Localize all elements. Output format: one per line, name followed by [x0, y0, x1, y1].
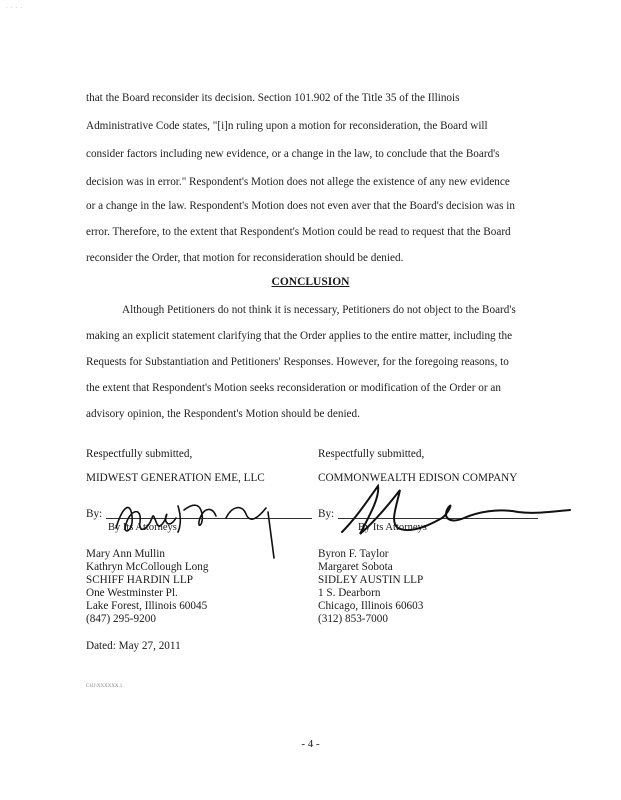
body-line: reconsider the Order, that motion for reconsideration should be denied. [86, 252, 404, 264]
body-line: consider factors including new evidence, or a change in the law, to conclude that the Board's [86, 148, 500, 160]
left-company: MIDWEST GENERATION EME, LLC [86, 472, 265, 484]
conclusion-line: the extent that Respondent's Motion seeks reconsideration or modification of the Order or an [86, 382, 501, 394]
conclusion-line: advisory opinion, the Respondent's Motion should be denied. [86, 408, 360, 420]
right-name-line: Chicago, Illinois 60603 [318, 600, 424, 612]
dated-line: Dated: May 27, 2011 [86, 640, 181, 652]
document-code: CH1\XXXXXX.1 [86, 684, 123, 689]
left-name-line: (847) 295-9200 [86, 613, 156, 625]
left-name-line: SCHIFF HARDIN LLP [86, 574, 193, 586]
left-name-line: Mary Ann Mullin [86, 548, 165, 560]
page-number: - 4 - [301, 738, 320, 750]
left-name-line: Kathryn McCollough Long [86, 561, 209, 573]
right-signature-icon [338, 478, 578, 540]
body-line: that the Board reconsider its decision. Section 101.902 of the Title 35 of the Illinois [86, 92, 460, 104]
left-by-label: By: [86, 508, 103, 520]
right-name-line: SIDLEY AUSTIN LLP [318, 574, 424, 586]
left-submitted: Respectfully submitted, [86, 448, 193, 460]
body-line: Administrative Code states, "[i]n ruling upon a motion for reconsideration, the Board will [86, 120, 488, 132]
conclusion-line: Requests for Substantiation and Petitioners' Responses. However, for the foregoing reasons, to [86, 356, 509, 368]
right-name-line: 1 S. Dearborn [318, 587, 381, 599]
left-attorneys: By Its Attorneys [108, 522, 177, 533]
conclusion-line: making an explicit statement clarifying that the Order applies to the entire matter, including the [86, 330, 513, 342]
right-attorneys: By Its Attorneys [358, 522, 427, 533]
corner-mark: · · · · [6, 6, 24, 11]
left-name-line: Lake Forest, Illinois 60045 [86, 600, 208, 612]
right-name-line: (312) 853-7000 [318, 613, 388, 625]
body-line: error. Therefore, to the extent that Respondent's Motion could be read to request that the Board [86, 226, 511, 238]
right-name-line: Byron F. Taylor [318, 548, 389, 560]
left-name-line: One Westminster Pl. [86, 587, 178, 599]
right-name-line: Margaret Sobota [318, 561, 393, 573]
section-heading: CONCLUSION [271, 276, 350, 288]
body-line: or a change in the law. Respondent's Motion does not even aver that the Board's decision was in [86, 200, 515, 212]
right-company: COMMONWEALTH EDISON COMPANY [318, 472, 518, 484]
right-by-label: By: [318, 508, 335, 520]
right-submitted: Respectfully submitted, [318, 448, 425, 460]
body-line: decision was in error." Respondent's Motion does not allege the existence of any new evidence [86, 176, 510, 188]
conclusion-line: Although Petitioners do not think it is necessary, Petitioners do not object to the Board's [122, 304, 516, 316]
